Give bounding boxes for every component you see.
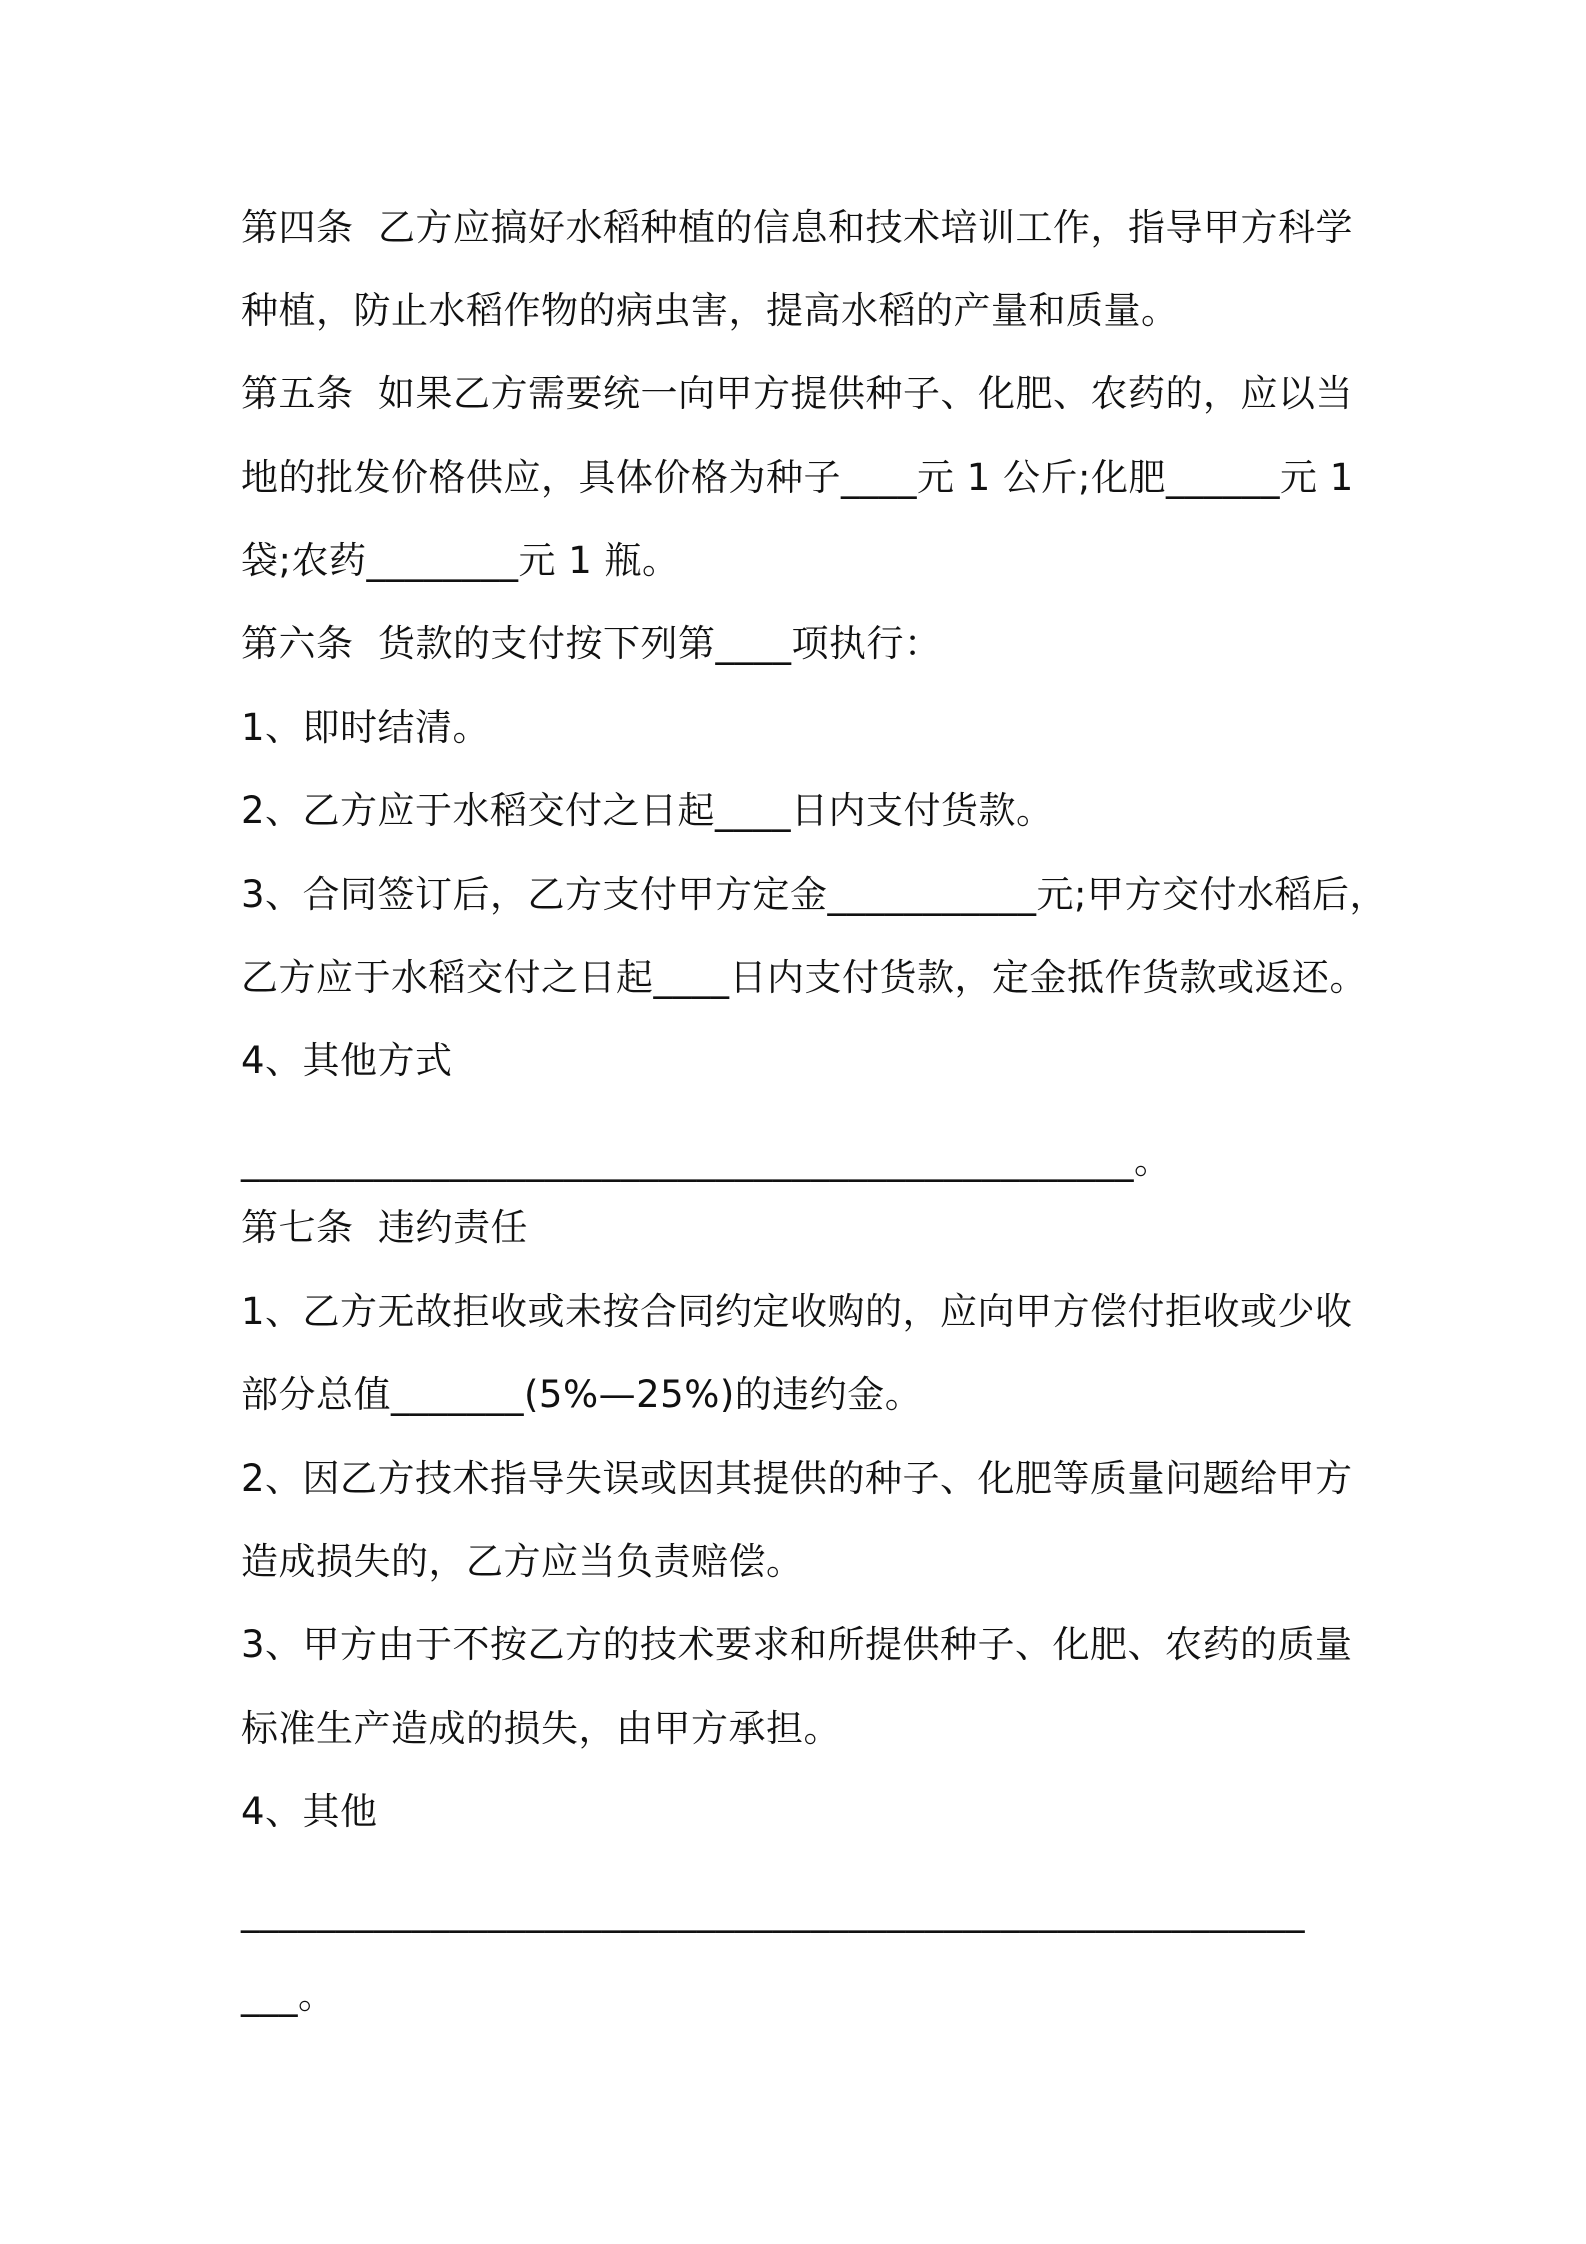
article-4-line-1: 第四条 乙方应搞好水稻种植的信息和技术培训工作，指导甲方科学 bbox=[241, 206, 1354, 249]
article-7-item-2-line-2: 造成损失的，乙方应当负责赔偿。 bbox=[241, 1540, 804, 1583]
article-7-item-4-blank-line-1: ________________________________________________________ bbox=[241, 1890, 1305, 1933]
article-6-item-4: 4、其他方式 bbox=[241, 1039, 453, 1082]
article-5-line-2: 地的批发价格供应，具体价格为种子____元 1 公斤;化肥______元 1 bbox=[241, 456, 1354, 499]
article-6-item-4-blank: _______________________________________________。 bbox=[241, 1139, 1172, 1182]
article-7-item-4-blank-line-2: ___。 bbox=[241, 1974, 336, 2017]
article-7-heading: 第七条 违约责任 bbox=[241, 1206, 529, 1249]
article-7-item-1-line-2: 部分总值_______(5%—25%)的违约金。 bbox=[241, 1373, 923, 1416]
article-6-item-2: 2、乙方应于水稻交付之日起____日内支付货款。 bbox=[241, 789, 1054, 832]
article-7-item-2-line-1: 2、因乙方技术指导失误或因其提供的种子、化肥等质量问题给甲方 bbox=[241, 1457, 1353, 1500]
article-7-item-3-line-2: 标准生产造成的损失，由甲方承担。 bbox=[241, 1707, 841, 1750]
article-4-line-2: 种植，防止水稻作物的病虫害，提高水稻的产量和质量。 bbox=[241, 289, 1179, 332]
article-6-heading: 第六条 货款的支付按下列第____项执行： bbox=[241, 622, 942, 665]
article-5-line-3: 袋;农药________元 1 瓶。 bbox=[241, 539, 680, 582]
article-7-item-1-line-1: 1、乙方无故拒收或未按合同约定收购的，应向甲方偿付拒收或少收 bbox=[241, 1290, 1353, 1333]
article-6-item-3-line-2: 乙方应于水稻交付之日起____日内支付货款，定金抵作货款或返还。 bbox=[241, 956, 1367, 999]
article-5-line-1: 第五条 如果乙方需要统一向甲方提供种子、化肥、农药的，应以当 bbox=[241, 372, 1354, 415]
article-6-item-1: 1、即时结清。 bbox=[241, 706, 491, 749]
article-7-item-3-line-1: 3、甲方由于不按乙方的技术要求和所提供种子、化肥、农药的质量 bbox=[241, 1623, 1353, 1666]
article-7-item-4: 4、其他 bbox=[241, 1790, 378, 1833]
article-6-item-3-line-1: 3、合同签订后，乙方支付甲方定金___________元;甲方交付水稻后， bbox=[241, 873, 1388, 916]
